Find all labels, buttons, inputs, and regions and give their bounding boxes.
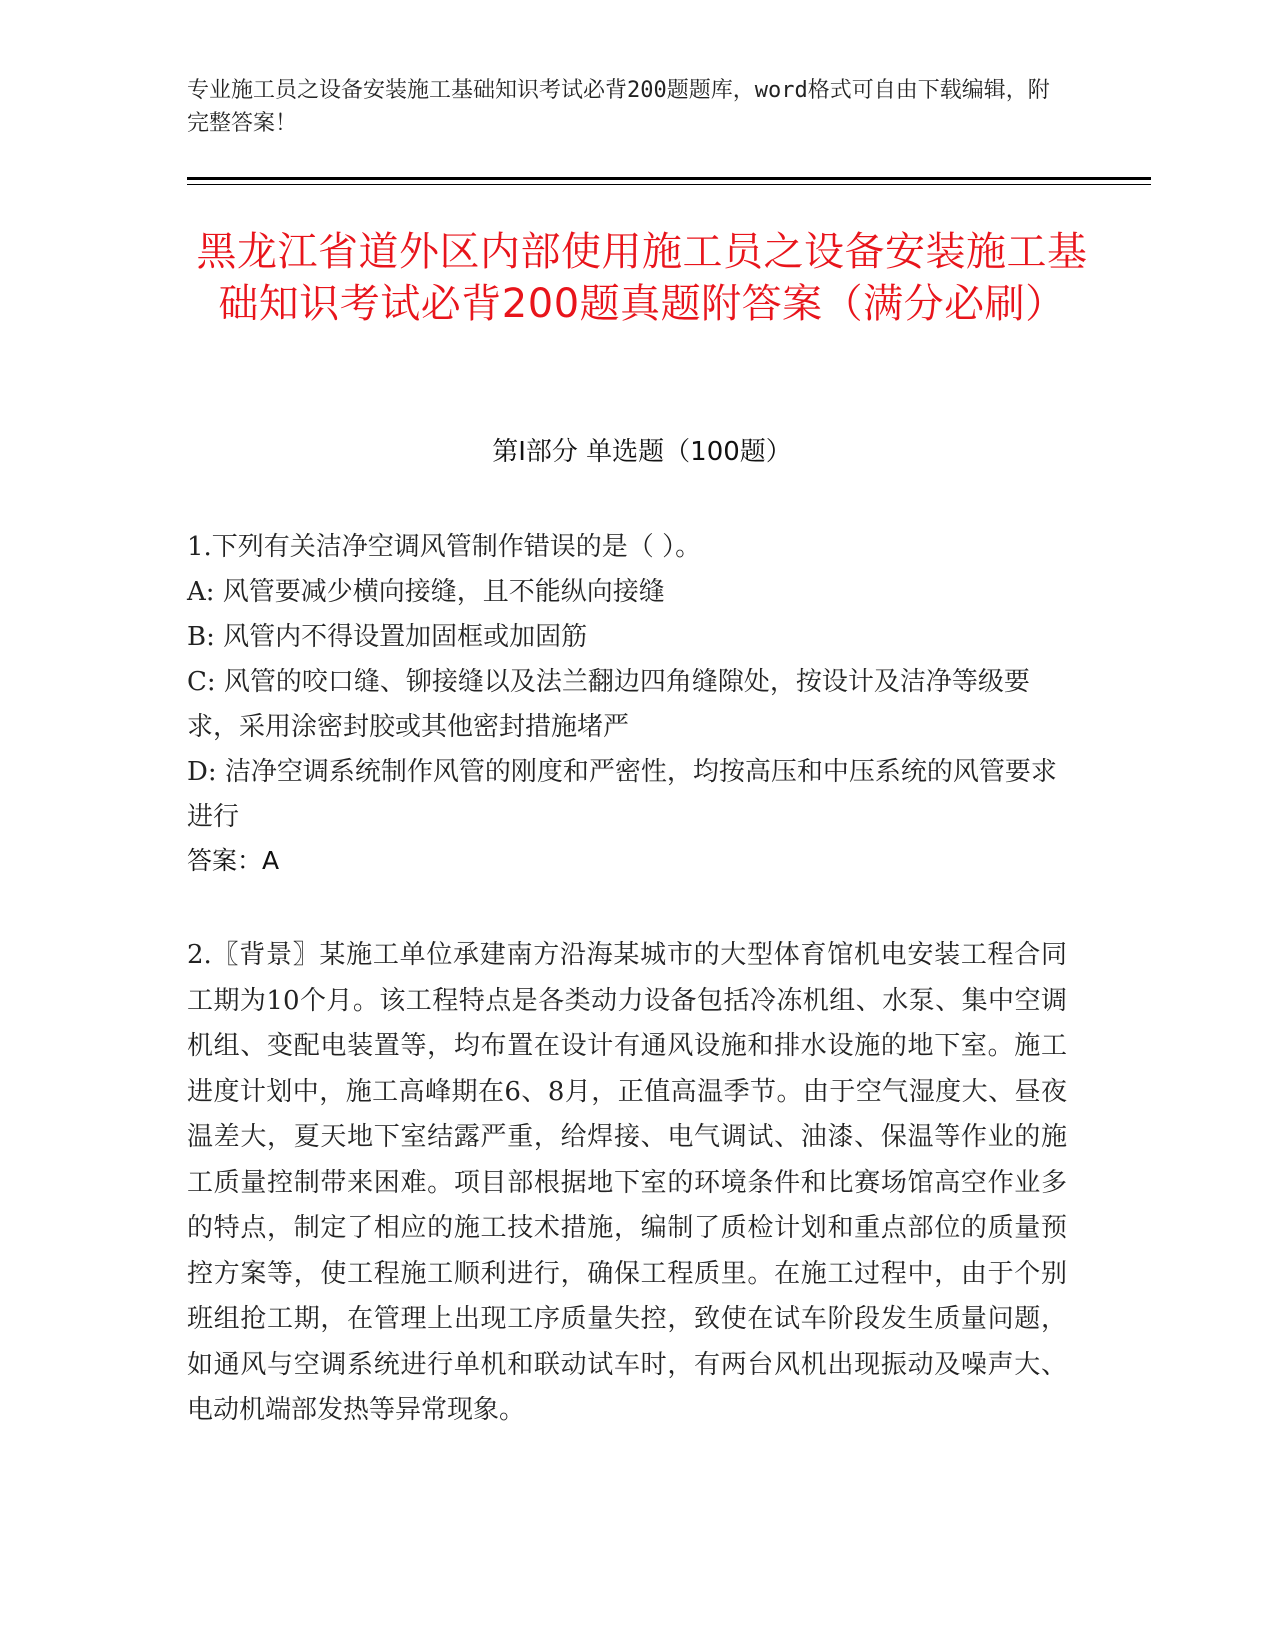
- question-1-stem: 1.下列有关洁净空调风管制作错误的是（ ）。: [187, 532, 702, 562]
- question-2-stem: 2.〖背景〗某施工单位承建南方沿海某城市的大型体育馆机电安装工程合同工期为10个月。该工程特点是各类动力设备包括冷冻机组、水泵、集中空调机组、变配电装置等，均布置在设计有通风设施和排水设施的地下室。施工进度计划中，施工高峰期在6、8月，正值高温季节。由于空气湿度大、昼夜温差大，夏天地下室结露严重，给焊接、电气调试、油漆、保温等作业的施工质量控制带来困难。项目部根据地下室的环境条件和比赛场馆高空作业多的特点，制定了相应的施工技术措施，编制了质检计划和重点部位的质量预控方案等，使工程施工顺利进行，确保工程质里。在施工过程中，由于个别班组抢工期，在管理上出现工序质量失控，致使在试车阶段发生质量问题，如通风与空调系统进行单机和联动试车时，有两台风机出现振动及噪声大、电动机端部发热等异常现象。: [187, 940, 1067, 1425]
- question-1-option-d: D: 洁净空调系统制作风管的刚度和严密性，均按高压和中压系统的风管要求进行: [187, 757, 1057, 832]
- question-1-option-a: A: 风管要减少横向接缝，且不能纵向接缝: [187, 577, 665, 607]
- question-1-option-c: C: 风管的咬口缝、铆接缝以及法兰翻边四角缝隙处，按设计及洁净等级要求，采用涂密封胶或其他密封措施堵严: [187, 667, 1030, 742]
- header-note: 专业施工员之设备安装施工基础知识考试必背200题题库，word格式可自由下载编辑，附完整答案！: [187, 78, 1050, 136]
- header-rule-thick: [187, 177, 1151, 180]
- question-1-answer: 答案：A: [187, 846, 280, 875]
- document-title: 黑龙江省道外区内部使用施工员之设备安装施工基础知识考试必背200题真题附答案（满分必刷）: [196, 229, 1088, 327]
- header-rule-thin: [187, 184, 1151, 185]
- question-1: [187, 525, 1067, 840]
- section-title: 第Ⅰ部分 单选题（100题）: [492, 437, 792, 467]
- question-1-option-b: B: 风管内不得设置加固框或加固筋: [187, 622, 588, 652]
